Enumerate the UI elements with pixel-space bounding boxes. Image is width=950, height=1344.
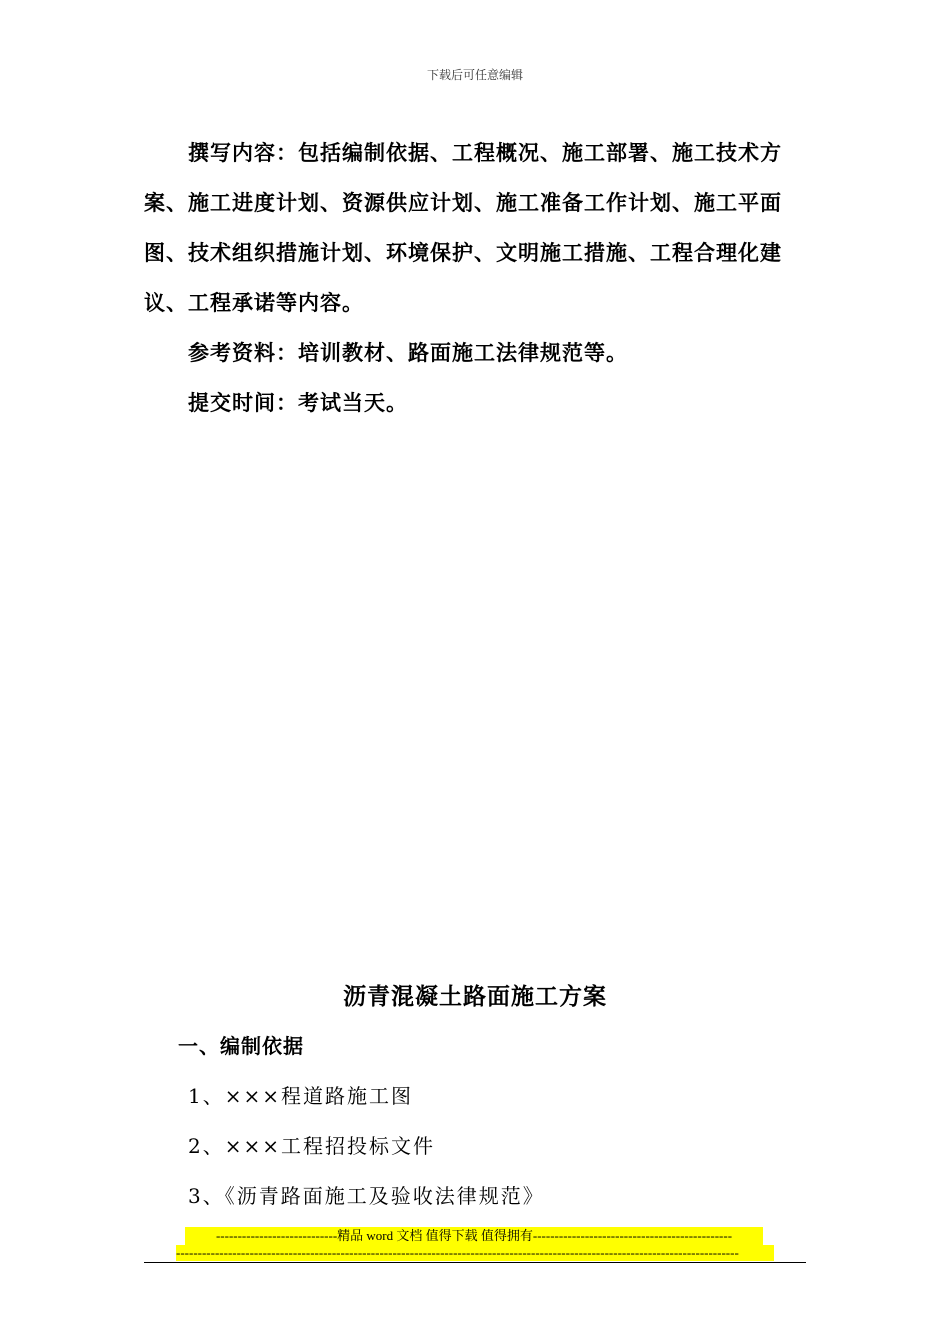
list-item: 1、×××程道路施工图	[188, 1084, 413, 1108]
basis-list	[188, 1078, 545, 1228]
header-note: 下载后可任意编辑	[426, 68, 523, 82]
list-item: 3、《沥青路面施工及验收法律规范》	[188, 1184, 545, 1208]
section-heading: 一、编制依据	[178, 1034, 304, 1058]
intro-text-block	[144, 128, 794, 428]
document-title: 沥青混凝土路面施工方案	[343, 983, 607, 1010]
paragraph-submit-time: 提交时间：考试当天。	[188, 390, 408, 415]
paragraph-content: 撰写内容：包括编制依据、工程概况、施工部署、施工技术方案、施工进度计划、资源供应计划、施工准备工作计划、施工平面图、技术组织措施计划、环境保护、文明施工措施、工程合理化建议、工程承诺等内容。	[144, 140, 782, 315]
footer-dashes: ----------------------------------------------------------------------------------------------------------------------------------	[176, 1245, 774, 1261]
footer-divider	[144, 1262, 806, 1263]
footer-banner: ----------------------------精品 word 文档 值得下载 值得拥有----------------------------------------------	[185, 1227, 763, 1245]
paragraph-references: 参考资料：培训教材、路面施工法律规范等。	[188, 340, 628, 365]
list-item: 2、×××工程招投标文件	[188, 1134, 435, 1158]
